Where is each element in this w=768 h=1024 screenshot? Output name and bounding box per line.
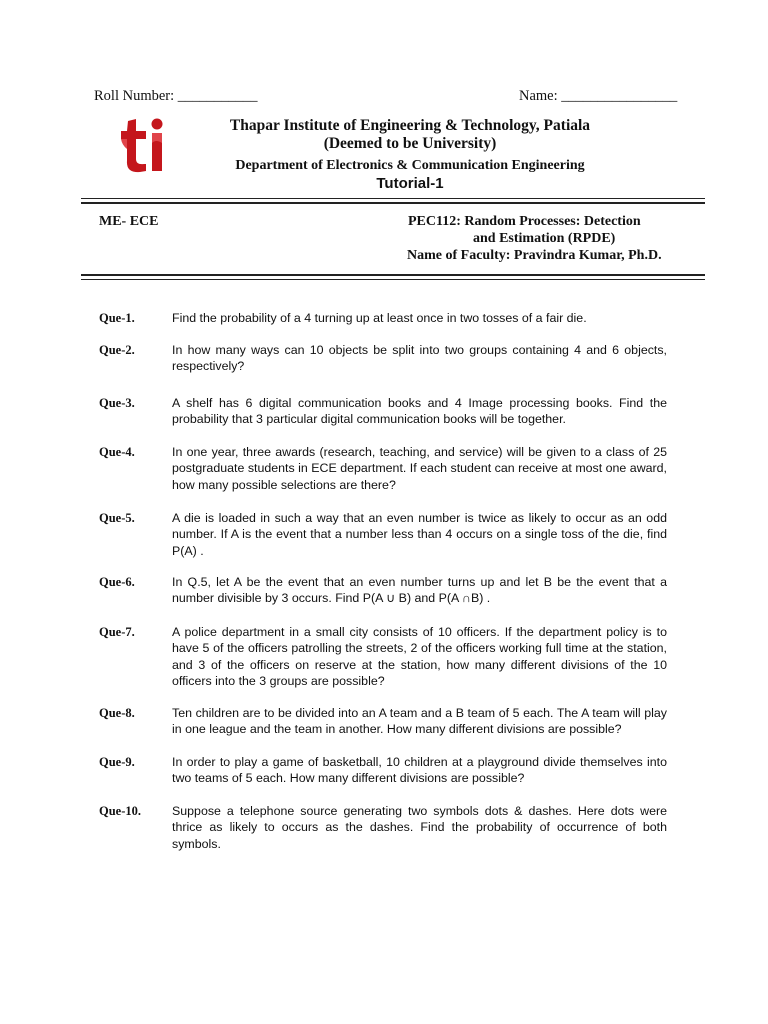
- department-name: Department of Electronics & Communication Engineering: [235, 158, 585, 173]
- question-label: Que-4.: [99, 445, 135, 459]
- question-label: Que-10.: [99, 804, 142, 818]
- question-text: A die is loaded in such a way that an even number is twice as likely to occur as an odd number. If A is the event that a number less than 4 occurs on a single toss of the die, find P(A) .: [172, 511, 667, 558]
- program-label: ME- ECE: [99, 214, 159, 229]
- question-label: Que-7.: [99, 625, 135, 639]
- institute-name: Thapar Institute of Engineering & Technology, Patiala: [229, 117, 591, 134]
- institute-subtitle: (Deemed to be University): [323, 135, 497, 152]
- question-label: Que-5.: [99, 511, 135, 525]
- question-label: Que-8.: [99, 706, 135, 720]
- name-field: Name: ________________: [519, 88, 678, 104]
- course-divider-thick: [81, 274, 705, 276]
- course-title-line2: and Estimation (RPDE): [473, 231, 616, 246]
- faculty-name: Name of Faculty: Pravindra Kumar, Ph.D.: [407, 248, 662, 263]
- question-label: Que-6.: [99, 575, 135, 589]
- question-text: Find the probability of a 4 turning up at least once in two tosses of a fair die.: [172, 311, 587, 325]
- question-text: Ten children are to be divided into an A team and a B team of 5 each. The A team will play in one league and the team in another. How many different divisions are possible?: [172, 706, 667, 737]
- question-text: Suppose a telephone source generating two symbols dots & dashes. Here dots were thrice as likely to occurs as the dashes. Find the probability of occurrence of both symbols.: [172, 804, 667, 851]
- question-label: Que-2.: [99, 343, 135, 357]
- question-text: In order to play a game of basketball, 10 children at a playground divide themselves into two teams of 5 each. How many different divisions are possible?: [172, 755, 667, 786]
- roll-number-field: Roll Number: ___________: [94, 88, 258, 104]
- question-text: In Q.5, let A be the event that an even number turns up and let B be the event that a number divisible by 3 occurs. Find P(A ∪ B) and P(A ∩B) .: [172, 575, 667, 606]
- question-text: A shelf has 6 digital communication books and 4 Image processing books. Find the probability that 3 particular digital communication books will be together.: [172, 396, 667, 427]
- question-text: A police department in a small city consists of 10 officers. If the department policy is to have 5 of the officers patrolling the streets, 2 of the officers working full time at the station, and 3 of the officers on reserve at the station, how many different divisions of the 10 officers into the 3 groups are possible?: [172, 625, 667, 689]
- question-label: Que-1.: [99, 311, 135, 325]
- question-label: Que-3.: [99, 396, 135, 410]
- header-divider-thick: [81, 202, 705, 204]
- question-text: In one year, three awards (research, teaching, and service) will be given to a class of 25 postgraduate students in ECE department. If each student can receive at most one award, how many possible selections are there?: [172, 445, 667, 492]
- question-label: Que-9.: [99, 755, 135, 769]
- course-title-line1: PEC112: Random Processes: Detection: [408, 214, 641, 229]
- header-divider-thin: [81, 198, 705, 199]
- question-text: In how many ways can 10 objects be split into two groups containing 4 and 6 objects, respectively?: [172, 343, 667, 374]
- course-divider-thin: [81, 279, 705, 280]
- tutorial-title: Tutorial-1: [376, 175, 444, 192]
